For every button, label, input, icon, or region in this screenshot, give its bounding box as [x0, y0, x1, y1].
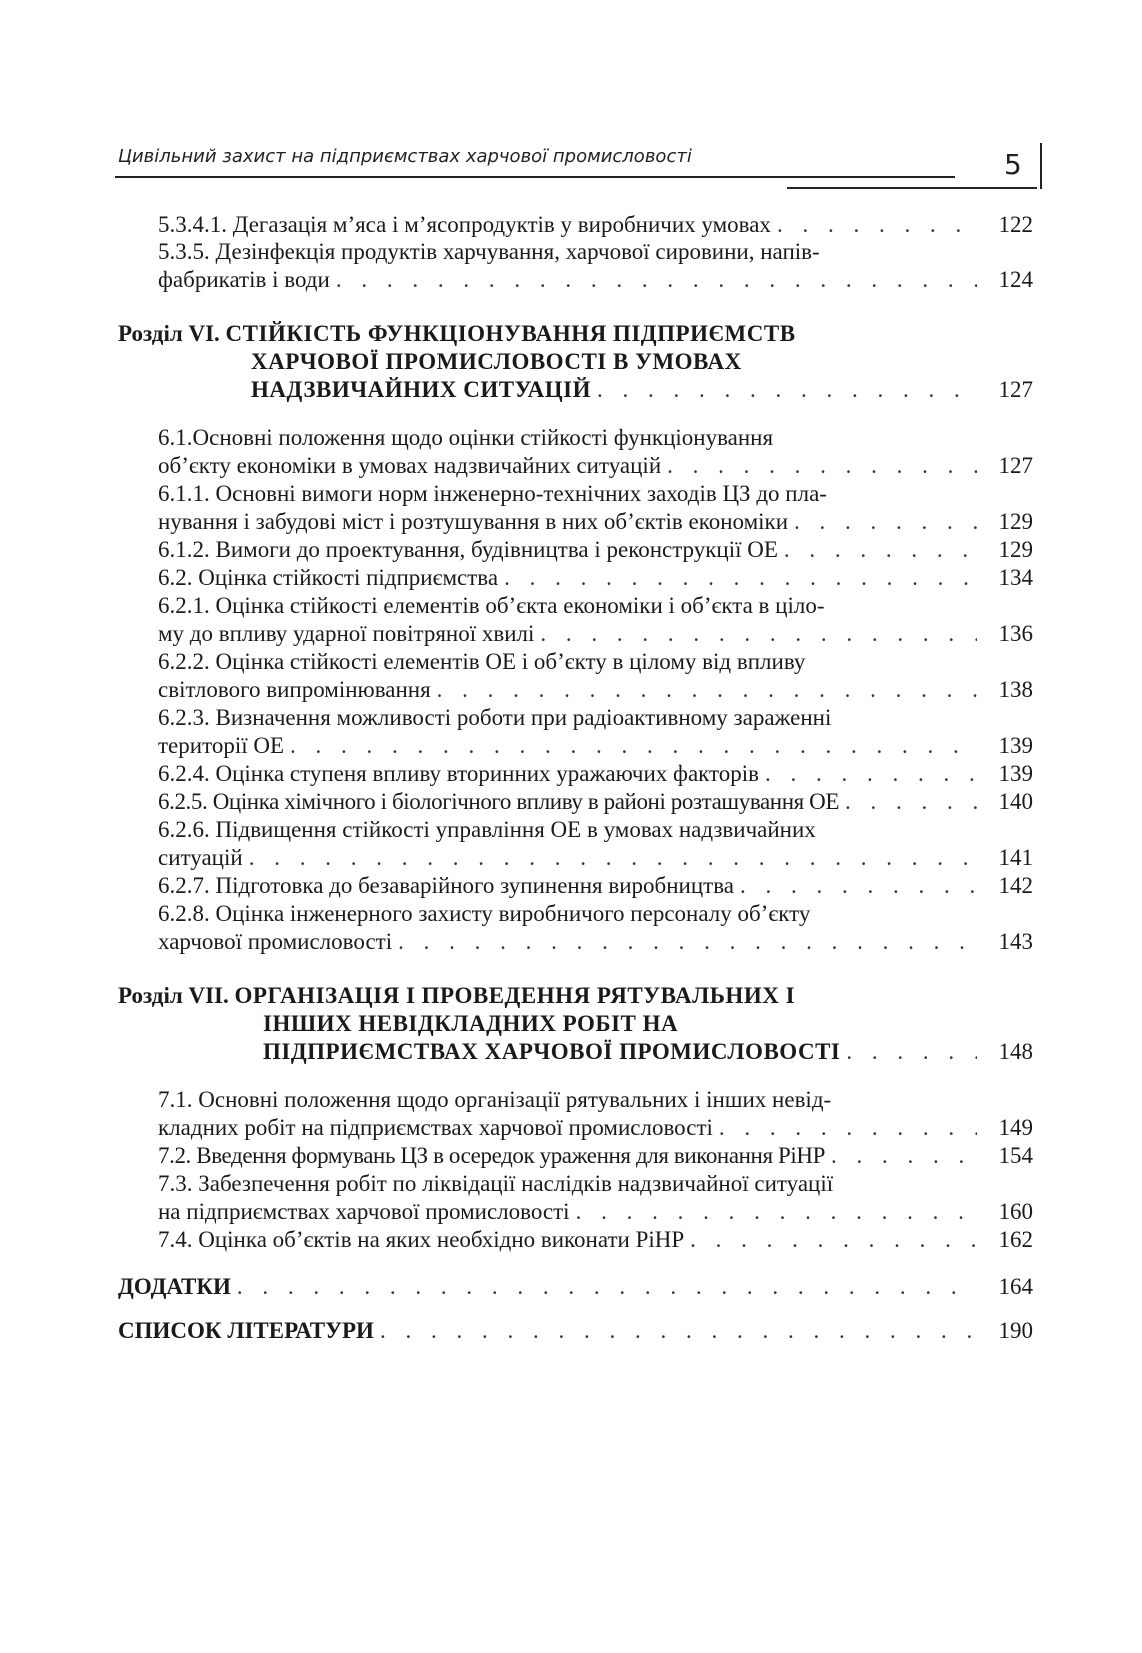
section-prefix: Розділ VII. [118, 983, 229, 1008]
toc-entry-line: 6.2.3. Визначення можливості роботи при радіоактивному зараженні [158, 705, 832, 730]
toc-page-number: 124 [998, 267, 1033, 292]
section-prefix: Розділ VI. [118, 321, 220, 346]
toc-page-number: 129 [998, 537, 1033, 562]
toc-page-number: 143 [998, 929, 1033, 954]
toc-leader-dots [437, 676, 977, 704]
toc-page-number: 160 [998, 1199, 1033, 1224]
toc-page-number: 149 [998, 1115, 1033, 1140]
toc-page-number: 129 [998, 509, 1033, 534]
toc-leader-dots [845, 788, 977, 816]
toc-entry-text: ДОДАТКИ [118, 1274, 231, 1299]
toc-leader-dots [540, 620, 977, 648]
toc-page-number: 190 [998, 1318, 1033, 1343]
toc-entry-text: 6.2.4. Оцінка ступеня впливу вторинних уражаючих факторів [158, 761, 760, 786]
toc-entry-line: 5.3.5. Дезінфекція продуктів харчування, харчової сировини, напів- [158, 239, 820, 264]
toc-leader-dots [380, 1317, 977, 1345]
toc-entry-text: на підприємствах харчової промисловості [158, 1199, 570, 1224]
toc-entry [263, 1038, 1033, 1066]
toc-entry [158, 1226, 1033, 1254]
toc-page-number: 139 [998, 733, 1033, 758]
toc-leader-dots [398, 928, 977, 956]
toc-entry-text: 5.3.4.1. Дегазація м’яса і м’ясопродуктів у виробничих умовах [158, 212, 771, 237]
toc-page-number: 122 [998, 212, 1033, 237]
toc-entry-text: фабрикатів і води [158, 267, 330, 292]
toc-leader-dots [597, 376, 977, 404]
toc-leader-dots [290, 732, 977, 760]
toc-page-number: 148 [998, 1039, 1033, 1064]
toc-leader-dots [249, 844, 977, 872]
toc-entry-appendices [118, 1273, 1033, 1301]
toc-page-number: 142 [998, 873, 1033, 898]
toc-leader-dots [719, 1114, 977, 1142]
toc-leader-dots [846, 1038, 977, 1066]
running-header-title: Цивільний захист на підприємствах харчової промисловості [118, 146, 692, 167]
toc-entry-line: 7.3. Забезпечення робіт по ліквідації наслідків надзвичайної ситуації [158, 1171, 834, 1196]
toc-page-number: 138 [998, 677, 1033, 702]
toc-page-number: 134 [998, 565, 1033, 590]
toc-leader-dots [831, 1142, 977, 1170]
section-heading [118, 982, 795, 1010]
toc-page-number: 139 [998, 761, 1033, 786]
toc-entry [158, 732, 1033, 760]
toc-page-number: 127 [998, 377, 1033, 402]
section-title-line: ІНШИХ НЕВІДКЛАДНИХ РОБІТ НА [263, 1011, 679, 1036]
toc-page-number: 136 [998, 621, 1033, 646]
toc-entry-line: 6.1.1. Основні вимоги норм інженерно-технічних заходів ЦЗ до пла- [158, 481, 827, 506]
toc-entry-text: кладних робіт на підприємствах харчової промисловості [158, 1115, 713, 1140]
toc-entry-text: об’єкту економіки в умовах надзвичайних ситуацій [158, 453, 662, 478]
toc-entry-line: 6.2.8. Оцінка інженерного захисту виробничого персоналу об’єкту [158, 901, 811, 926]
section-title-line: СТІЙКІСТЬ ФУНКЦІОНУВАННЯ ПІДПРИЄМСТВ [225, 321, 796, 346]
toc-entry [158, 536, 1033, 564]
toc-entry-text: СПИСОК ЛІТЕРАТУРИ [118, 1318, 374, 1343]
header-rule-short [787, 187, 1037, 189]
toc-entry-text: території ОЕ [158, 733, 285, 758]
toc-entry [158, 1114, 1033, 1142]
toc-entry [158, 1198, 1033, 1226]
toc-entry-line: 7.1. Основні положення щодо організації рятувальних і інших невід- [158, 1087, 832, 1112]
toc-leader-dots [504, 564, 977, 592]
toc-leader-dots [740, 872, 977, 900]
toc-entry [158, 508, 1033, 536]
toc-page-number: 162 [998, 1227, 1033, 1252]
toc-entry [158, 928, 1033, 956]
toc-leader-dots [794, 508, 977, 536]
toc-leader-dots [237, 1273, 977, 1301]
toc-leader-dots [690, 1226, 977, 1254]
toc-page-number: 154 [998, 1143, 1033, 1168]
toc-leader-dots [667, 452, 977, 480]
toc-entry [158, 760, 1033, 788]
running-header [0, 0, 1142, 200]
toc-entry [158, 564, 1033, 592]
toc-entry-line: 6.2.2. Оцінка стійкості елементів ОЕ і об’єкту в цілому від впливу [158, 649, 806, 674]
toc-leader-dots [784, 536, 977, 564]
toc-entry [158, 788, 1033, 816]
toc-entry-text: 6.2.5. Оцінка хімічного і біологічного впливу в районі розташування ОЕ [158, 789, 840, 814]
toc-entry-text: 7.2. Введення формувань ЦЗ в осередок ураження для виконання РіНР [158, 1143, 825, 1168]
section-title-line: НАДЗВИЧАЙНИХ СИТУАЦІЙ [251, 377, 591, 402]
section-title-line: ПІДПРИЄМСТВАХ ХАРЧОВОЇ ПРОМИСЛОВОСТІ [263, 1039, 841, 1064]
toc-page-number: 140 [998, 789, 1033, 814]
toc-leader-dots [777, 211, 977, 239]
toc-entry-text: нування і забудові міст і розтушування в них об’єктів економіки [158, 509, 789, 534]
toc-entry [158, 872, 1033, 900]
toc-entry [158, 266, 1033, 294]
page-number: 5 [1004, 148, 1022, 181]
toc-entry-text: харчової промисловості [158, 929, 393, 954]
section-title-line: ХАРЧОВОЇ ПРОМИСЛОВОСТІ В УМОВАХ [251, 349, 742, 374]
toc-entry [158, 452, 1033, 480]
toc-entry-line: 6.1.Основні положення щодо оцінки стійкості функціонування [158, 425, 774, 450]
toc-entry-text: 7.4. Оцінка об’єктів на яких необхідно виконати РіНР [158, 1227, 685, 1252]
toc-page-number: 164 [998, 1274, 1033, 1299]
toc-entry [158, 211, 1033, 239]
toc-entry-line: 6.2.6. Підвищення стійкості управління ОЕ в умовах надзвичайних [158, 817, 816, 842]
toc-entry-text: 6.1.2. Вимоги до проектування, будівництва і реконструкції ОЕ [158, 537, 778, 562]
toc-entry-text: ситуацій [158, 845, 243, 870]
toc-entry [158, 620, 1033, 648]
toc-entry-line: 6.2.1. Оцінка стійкості елементів об’єкта економіки і об’єкта в ціло- [158, 593, 825, 618]
toc-entry-text: світлового випромінювання [158, 677, 431, 702]
toc-leader-dots [576, 1198, 977, 1226]
section-title-line: ОРГАНІЗАЦІЯ І ПРОВЕДЕННЯ РЯТУВАЛЬНИХ І [234, 983, 796, 1008]
section-heading [118, 320, 796, 348]
toc-entry-bibliography [118, 1317, 1033, 1345]
toc-entry [158, 1142, 1033, 1170]
toc-leader-dots [765, 760, 977, 788]
header-rule [115, 176, 955, 178]
toc-entry-text: му до впливу ударної повітряної хвилі [158, 621, 535, 646]
toc-entry [158, 844, 1033, 872]
toc-page-number: 127 [998, 453, 1033, 478]
toc-page-number: 141 [998, 845, 1033, 870]
toc-entry [251, 376, 1033, 404]
toc-entry [158, 676, 1033, 704]
toc-leader-dots [336, 266, 977, 294]
toc-entry-text: 6.2.7. Підготовка до безаварійного зупинення виробництва [158, 873, 734, 898]
header-vertical-bar [1040, 143, 1042, 189]
toc-entry-text: 6.2. Оцінка стійкості підприємства [158, 565, 499, 590]
